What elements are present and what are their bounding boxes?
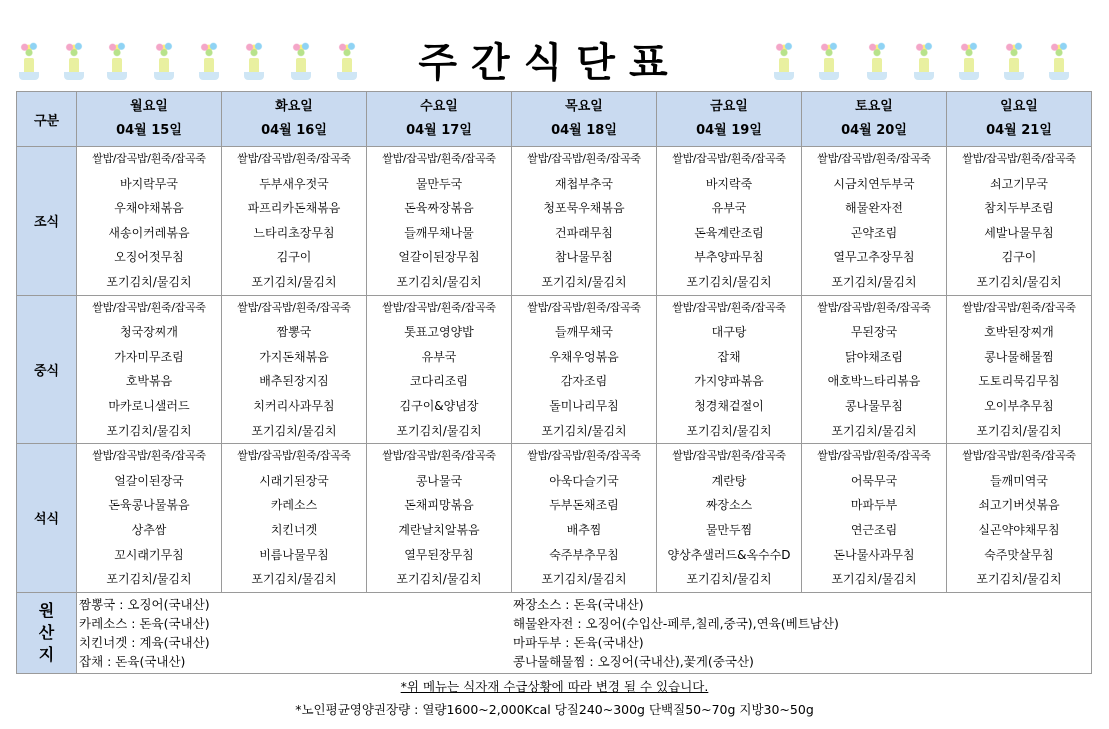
menu-item: 쇠고기무국 xyxy=(990,176,1048,191)
menu-item: 양상추샐러드&옥수수D xyxy=(667,547,791,562)
day-name: 목요일 xyxy=(565,99,603,114)
menu-item: 가지돈채볶음 xyxy=(259,349,329,364)
menu-item: 돈육짜장볶음 xyxy=(404,201,474,216)
menu-item: 꼬시래기무침 xyxy=(114,547,184,562)
day-name: 일요일 xyxy=(1000,99,1038,114)
menu-item: 포기김치/물김치 xyxy=(251,572,337,587)
day-date: 04월 18일 xyxy=(551,123,617,138)
menu-cell xyxy=(947,295,1092,444)
menu-cell xyxy=(367,444,512,593)
menu-item: 돈나물사과무침 xyxy=(833,547,915,562)
menu-item: 쇠고기버섯볶음 xyxy=(978,498,1060,513)
menu-item: 포기김치/물김치 xyxy=(686,423,772,438)
flower-pot-icon xyxy=(61,38,87,84)
menu-item: 톳표고영양밥 xyxy=(404,325,474,340)
menu-item: 청포묵우채볶음 xyxy=(543,201,625,216)
meal-label: 조식 xyxy=(17,147,77,296)
menu-cell xyxy=(367,295,512,444)
flower-pot-icon xyxy=(1001,38,1027,84)
origin-entry: 짬뽕국 : 오징어(국내산) xyxy=(79,596,210,612)
menu-item: 쌀밥/잡곡밥/흰죽/잡곡죽 xyxy=(962,449,1076,463)
menu-item: 짬뽕국 xyxy=(276,325,312,340)
origin-label xyxy=(17,592,77,673)
menu-cell xyxy=(947,147,1092,296)
menu-cell xyxy=(222,295,367,444)
origin-entry: 치킨너겟 : 계육(국내산) xyxy=(79,634,210,650)
origin-right-column xyxy=(511,593,841,673)
menu-cell xyxy=(802,147,947,296)
menu-cell xyxy=(657,147,802,296)
origin-row xyxy=(17,592,1092,673)
menu-item: 숙주부추무침 xyxy=(549,547,619,562)
menu-item: 새송이커레볶음 xyxy=(108,225,190,240)
menu-item: 물만두국 xyxy=(415,176,463,191)
menu-item: 얼갈이된장무침 xyxy=(398,250,480,265)
menu-item: 쌀밥/잡곡밥/흰죽/잡곡죽 xyxy=(962,152,1076,165)
menu-item: 물만두찜 xyxy=(705,522,753,537)
menu-item: 포기김치/물김치 xyxy=(396,274,482,289)
menu-change-note: *위 메뉴는 식자재 수급상황에 따라 변경 될 수 있습니다. xyxy=(400,679,709,694)
flower-pot-icon xyxy=(911,38,937,84)
menu-item: 잡채 xyxy=(717,349,741,364)
nutrition-note: *노인평균영양권장량 : 열량1600~2,000Kcal 당질240~300g 단백질50~70g 지방30~50g xyxy=(295,702,814,717)
menu-item: 들깨미역국 xyxy=(990,473,1048,488)
header-label: 구분 xyxy=(17,92,77,147)
day-header xyxy=(657,92,802,147)
menu-item: 숙주맛살무침 xyxy=(984,547,1054,562)
menu-cell xyxy=(77,295,222,444)
day-name: 월요일 xyxy=(130,99,168,114)
menu-item: 두부돈채조림 xyxy=(549,498,619,513)
menu-item: 대구탕 xyxy=(711,325,747,340)
menu-item: 건파래무침 xyxy=(555,225,613,240)
day-name: 금요일 xyxy=(710,99,748,114)
menu-item: 우채야채볶음 xyxy=(114,201,184,216)
flower-pot-icon xyxy=(16,38,42,84)
menu-item: 포기김치/물김치 xyxy=(686,572,772,587)
menu-item: 쌀밥/잡곡밥/흰죽/잡곡죽 xyxy=(817,449,931,463)
menu-item: 콩나물해물찜 xyxy=(984,349,1054,364)
menu-item: 쌀밥/잡곡밥/흰죽/잡곡죽 xyxy=(237,300,351,314)
day-header xyxy=(802,92,947,147)
menu-item: 세발나물무침 xyxy=(984,225,1054,240)
menu-item: 시금치연두부국 xyxy=(833,176,915,191)
origin-entry: 짜장소스 : 돈육(국내산) xyxy=(513,596,644,612)
menu-item: 애호박느타리볶음 xyxy=(827,374,921,389)
origin-label-char: 지 xyxy=(38,644,55,664)
menu-item: 유부국 xyxy=(711,201,747,216)
menu-cell xyxy=(657,444,802,593)
menu-item: 재첩부추국 xyxy=(555,176,613,191)
menu-item: 포기김치/물김치 xyxy=(831,274,917,289)
menu-item: 호박볶음 xyxy=(125,374,173,389)
origin-entry: 해물완자전 : 오징어(수입산-페루,칠레,중국),연육(베트남산) xyxy=(513,615,839,631)
menu-item: 바지락죽 xyxy=(705,176,753,191)
menu-item: 가지양파볶음 xyxy=(694,374,764,389)
day-header xyxy=(222,92,367,147)
flower-pot-icon xyxy=(288,38,314,84)
flower-pot-icon xyxy=(241,38,267,84)
flower-pot-icon xyxy=(196,38,222,84)
menu-cell xyxy=(947,444,1092,593)
menu-item: 포기김치/물김치 xyxy=(396,572,482,587)
menu-item: 포기김치/물김치 xyxy=(976,572,1062,587)
flower-pot-icon xyxy=(104,38,130,84)
menu-item: 치킨너겟 xyxy=(270,522,318,537)
menu-item: 어묵무국 xyxy=(850,473,898,488)
menu-item: 마카로니샐러드 xyxy=(108,398,190,413)
menu-item: 참치두부조림 xyxy=(984,201,1054,216)
menu-item: 쌀밥/잡곡밥/흰죽/잡곡죽 xyxy=(92,300,206,314)
menu-cell xyxy=(512,295,657,444)
day-date: 04월 16일 xyxy=(261,123,327,138)
menu-cell xyxy=(222,147,367,296)
menu-item: 호박된장찌개 xyxy=(984,325,1054,340)
menu-item: 김구이 xyxy=(1001,250,1037,265)
origin-label-char: 산 xyxy=(38,622,55,642)
menu-item: 돈육계란조림 xyxy=(694,225,764,240)
meal-row xyxy=(17,147,1092,296)
menu-item: 포기김치/물김치 xyxy=(106,274,192,289)
day-date: 04월 21일 xyxy=(986,123,1052,138)
menu-cell xyxy=(77,444,222,593)
menu-cell xyxy=(367,147,512,296)
menu-item: 실곤약야채무침 xyxy=(978,522,1060,537)
menu-item: 쌀밥/잡곡밥/흰죽/잡곡죽 xyxy=(382,300,496,314)
menu-item: 짜장소스 xyxy=(705,498,753,513)
menu-item: 돈채피망볶음 xyxy=(404,498,474,513)
menu-item: 바지락무국 xyxy=(120,176,178,191)
weekly-menu-table xyxy=(16,91,1092,674)
menu-item: 들깨무채나물 xyxy=(404,225,474,240)
menu-item: 포기김치/물김치 xyxy=(106,423,192,438)
menu-item: 쌀밥/잡곡밥/흰죽/잡곡죽 xyxy=(527,449,641,463)
menu-item: 포기김치/물김치 xyxy=(541,274,627,289)
day-header xyxy=(512,92,657,147)
menu-item: 포기김치/물김치 xyxy=(251,274,337,289)
origin-entry: 잡채 : 돈육(국내산) xyxy=(79,653,186,669)
meal-label: 석식 xyxy=(17,444,77,593)
menu-item: 우채우엉볶음 xyxy=(549,349,619,364)
menu-item: 쌀밥/잡곡밥/흰죽/잡곡죽 xyxy=(92,449,206,463)
menu-item: 쌀밥/잡곡밥/흰죽/잡곡죽 xyxy=(817,300,931,314)
meal-label: 중식 xyxy=(17,295,77,444)
menu-cell xyxy=(802,295,947,444)
menu-item: 두부새우젓국 xyxy=(259,176,329,191)
origin-info xyxy=(77,592,1092,673)
menu-item: 마파두부 xyxy=(850,498,898,513)
day-name: 수요일 xyxy=(420,99,458,114)
menu-item: 김구이&양념장 xyxy=(399,398,479,413)
menu-item: 쌀밥/잡곡밥/흰죽/잡곡죽 xyxy=(817,152,931,165)
day-date: 04월 20일 xyxy=(841,123,907,138)
menu-cell xyxy=(222,444,367,593)
day-header xyxy=(947,92,1092,147)
menu-item: 쌀밥/잡곡밥/흰죽/잡곡죽 xyxy=(962,300,1076,314)
menu-item: 포기김치/물김치 xyxy=(251,423,337,438)
menu-item: 포기김치/물김치 xyxy=(541,572,627,587)
menu-item: 포기김치/물김치 xyxy=(686,274,772,289)
menu-item: 도토리묵김무침 xyxy=(978,374,1060,389)
menu-item: 돈육콩나물볶음 xyxy=(108,498,190,513)
origin-entry: 콩나물해물찜 : 오징어(국내산),꽃게(중국산) xyxy=(513,653,754,669)
menu-item: 열무된장무침 xyxy=(404,547,474,562)
flower-pot-icon xyxy=(1046,38,1072,84)
menu-item: 배추찜 xyxy=(566,522,602,537)
menu-item: 오징어젓무침 xyxy=(114,250,184,265)
menu-item: 닭야채조림 xyxy=(845,349,903,364)
menu-item: 김구이 xyxy=(276,250,312,265)
menu-item: 쌀밥/잡곡밥/흰죽/잡곡죽 xyxy=(237,449,351,463)
menu-item: 치커리사과무침 xyxy=(253,398,335,413)
menu-item: 계란탕 xyxy=(711,473,747,488)
menu-item: 코다리조림 xyxy=(410,374,468,389)
day-date: 04월 15일 xyxy=(116,123,182,138)
menu-item: 청국장찌개 xyxy=(120,325,178,340)
menu-item: 쌀밥/잡곡밥/흰죽/잡곡죽 xyxy=(382,152,496,165)
menu-item: 포기김치/물김치 xyxy=(976,274,1062,289)
menu-cell xyxy=(77,147,222,296)
menu-item: 곤약조림 xyxy=(850,225,898,240)
menu-item: 포기김치/물김치 xyxy=(541,423,627,438)
origin-left-column xyxy=(77,593,511,673)
menu-item: 해물완자전 xyxy=(845,201,903,216)
menu-item: 카레소스 xyxy=(270,498,318,513)
menu-item: 시래기된장국 xyxy=(259,473,329,488)
day-name: 화요일 xyxy=(275,99,313,114)
menu-item: 느타리초장무침 xyxy=(253,225,335,240)
menu-item: 연근조림 xyxy=(850,522,898,537)
menu-item: 부추양파무침 xyxy=(694,250,764,265)
menu-item: 쌀밥/잡곡밥/흰죽/잡곡죽 xyxy=(382,449,496,463)
flower-pot-icon xyxy=(956,38,982,84)
menu-item: 계란날치알볶음 xyxy=(398,522,480,537)
origin-entry: 카레소스 : 돈육(국내산) xyxy=(79,615,210,631)
menu-item: 포기김치/물김치 xyxy=(831,423,917,438)
menu-item: 쌀밥/잡곡밥/흰죽/잡곡죽 xyxy=(92,152,206,165)
day-date: 04월 19일 xyxy=(696,123,762,138)
menu-item: 상추쌈 xyxy=(131,522,167,537)
menu-cell xyxy=(512,147,657,296)
menu-item: 아욱다슬기국 xyxy=(549,473,619,488)
flower-pot-icon xyxy=(334,38,360,84)
menu-item: 배추된장지짐 xyxy=(259,374,329,389)
menu-item: 콩나물무침 xyxy=(845,398,903,413)
menu-item: 청경채겉절이 xyxy=(694,398,764,413)
flower-pot-icon xyxy=(151,38,177,84)
menu-item: 열무고추장무침 xyxy=(833,250,915,265)
menu-item: 쌀밥/잡곡밥/흰죽/잡곡죽 xyxy=(672,300,786,314)
menu-item: 참나물무침 xyxy=(555,250,613,265)
menu-item: 들깨무채국 xyxy=(555,325,613,340)
header-row xyxy=(17,92,1092,147)
meal-row xyxy=(17,295,1092,444)
menu-item: 파프리카돈채볶음 xyxy=(247,201,341,216)
origin-label-char: 원 xyxy=(38,600,55,620)
day-header xyxy=(77,92,222,147)
menu-item: 쌀밥/잡곡밥/흰죽/잡곡죽 xyxy=(672,449,786,463)
menu-item: 포기김치/물김치 xyxy=(396,423,482,438)
flower-pot-icon xyxy=(864,38,890,84)
menu-item: 포기김치/물김치 xyxy=(106,572,192,587)
origin-entry: 마파두부 : 돈육(국내산) xyxy=(513,634,644,650)
meal-row xyxy=(17,444,1092,593)
day-date: 04월 17일 xyxy=(406,123,472,138)
menu-item: 쌀밥/잡곡밥/흰죽/잡곡죽 xyxy=(527,300,641,314)
menu-cell xyxy=(802,444,947,593)
menu-cell xyxy=(657,295,802,444)
menu-item: 비름나물무침 xyxy=(259,547,329,562)
menu-item: 쌀밥/잡곡밥/흰죽/잡곡죽 xyxy=(237,152,351,165)
menu-item: 콩나물국 xyxy=(415,473,463,488)
flower-pot-icon xyxy=(816,38,842,84)
page-title: 주간식단표 xyxy=(418,40,682,86)
menu-item: 돌미나리무침 xyxy=(549,398,619,413)
menu-cell xyxy=(512,444,657,593)
menu-item: 유부국 xyxy=(421,349,457,364)
day-name: 토요일 xyxy=(855,99,893,114)
menu-item: 쌀밥/잡곡밥/흰죽/잡곡죽 xyxy=(672,152,786,165)
flower-pot-icon xyxy=(771,38,797,84)
menu-item: 무된장국 xyxy=(850,325,898,340)
menu-item: 쌀밥/잡곡밥/흰죽/잡곡죽 xyxy=(527,152,641,165)
day-header xyxy=(367,92,512,147)
menu-item: 오이부추무침 xyxy=(984,398,1054,413)
menu-item: 포기김치/물김치 xyxy=(976,423,1062,438)
menu-item: 얼갈이된장국 xyxy=(114,473,184,488)
menu-item: 포기김치/물김치 xyxy=(831,572,917,587)
menu-item: 가자미무조림 xyxy=(114,349,184,364)
menu-item: 감자조림 xyxy=(560,374,608,389)
